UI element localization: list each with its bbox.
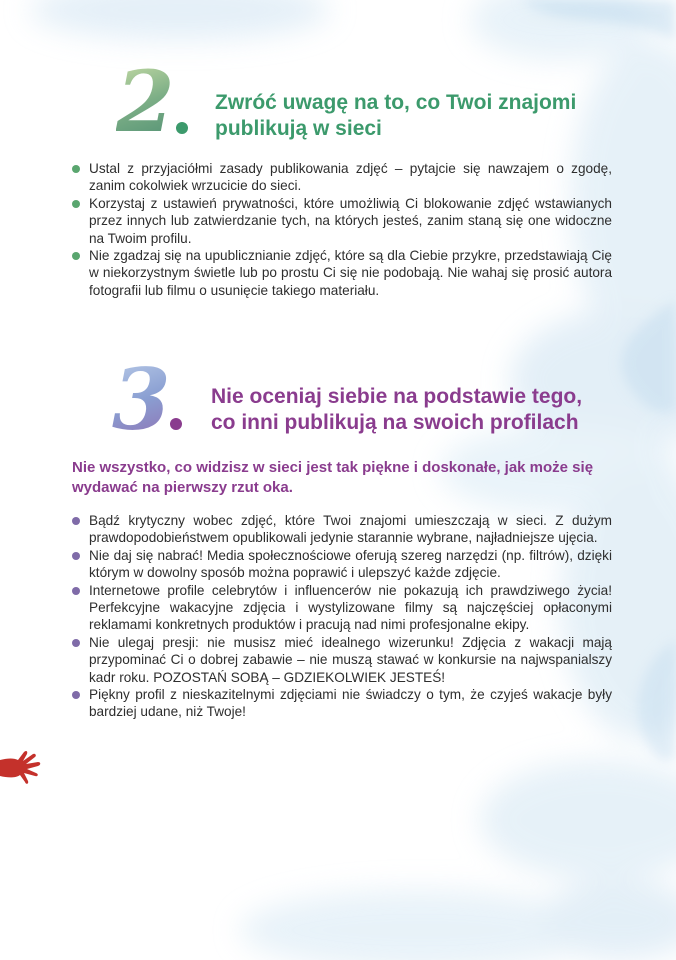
red-hand-icon <box>0 744 46 792</box>
bullet-dot <box>72 165 80 173</box>
list-item-text: Nie ulegaj presji: nie musisz mieć idealnego wizerunku! Zdjęcia z wakacji mają przypominać Ci o dobrej zabawie – nie muszą stawać w konkursie na najwspanialszy kadr roku. POZOSTAŃ SOBĄ – GDZIEKOLWIEK JESTEŚ! <box>89 634 612 685</box>
section-3-lead: Nie wszystko, co widzisz w sieci jest tak piękne i doskonałe, jak może się wydawać na pierwszy rzut oka. <box>72 459 594 496</box>
list-item-text: Ustal z przyjaciółmi zasady publikowania zdjęć – pytajcie się nawzajem o zgodę, zanim cokolwiek wrzucicie do sieci. <box>89 161 612 194</box>
bullet-dot <box>72 252 80 260</box>
list-item-text: Internetowe profile celebrytów i influencerów nie pokazują ich prawdziwego życia! Perfekcyjne wakacyjne zdjęcia i wystylizowane filmy są najczęściej opłaconymi reklamami konkretnych produktów i pracują nad nimi profesjonalne ekipy. <box>89 582 612 633</box>
list-item-text: Nie zgadzaj się na upublicznianie zdjęć, które są dla Ciebie przykre, przedstawiają Cię w niekorzystnym świetle lub po prostu Ci się nie podobają. Nie wahaj się prosić autora fotografii lub filmu o usunięcie takiego materiału. <box>89 248 612 298</box>
list-item <box>72 160 612 195</box>
list-item-text: Korzystaj z ustawień prywatności, które umożliwią Ci blokowanie zdjęć wstawianych przez innych lub zatwierdzanie tych, na których jesteś, zanim staną się one widoczne na Twoim profilu. <box>89 195 612 246</box>
list-item-text: Piękny profil z nieskazitelnymi zdjęciami nie świadczy o tym, że czyjeś wakacje były bardziej udane, niż Twoje! <box>89 687 612 720</box>
section-number-3: 3 <box>112 350 171 449</box>
list-item <box>72 195 612 247</box>
section-2 <box>0 0 676 320</box>
list-item <box>72 247 612 299</box>
section-2-bullet-list <box>72 160 612 299</box>
list-item-text: Bądź krytyczny wobec zdjęć, które Twoi znajomi umieszczają w sieci. Z dużym prawdopodobieństwem opublikowali jedynie starannie wybrane, najładniejsze ujęcia. <box>89 513 612 546</box>
section-3-heading-line-2: co inni publikują na swoich profilach <box>211 411 579 434</box>
section-3-heading-line-1: Nie oceniaj siebie na podstawie tego, <box>211 385 583 408</box>
bullet-dot <box>72 200 80 208</box>
number-dot <box>176 122 188 134</box>
section-2-heading-line-1: Zwróć uwagę na to, co Twoi znajomi <box>215 91 577 114</box>
list-item-text: Nie daj się nabrać! Media społecznościowe oferują szereg narzędzi (np. filtrów), dzięki którym w dowolny sposób można poprawić i ulepszyć każde zdjęcie. <box>89 547 612 581</box>
section-number-2: 2 <box>116 52 175 151</box>
section-2-heading-line-2: publikują w sieci <box>215 117 382 140</box>
